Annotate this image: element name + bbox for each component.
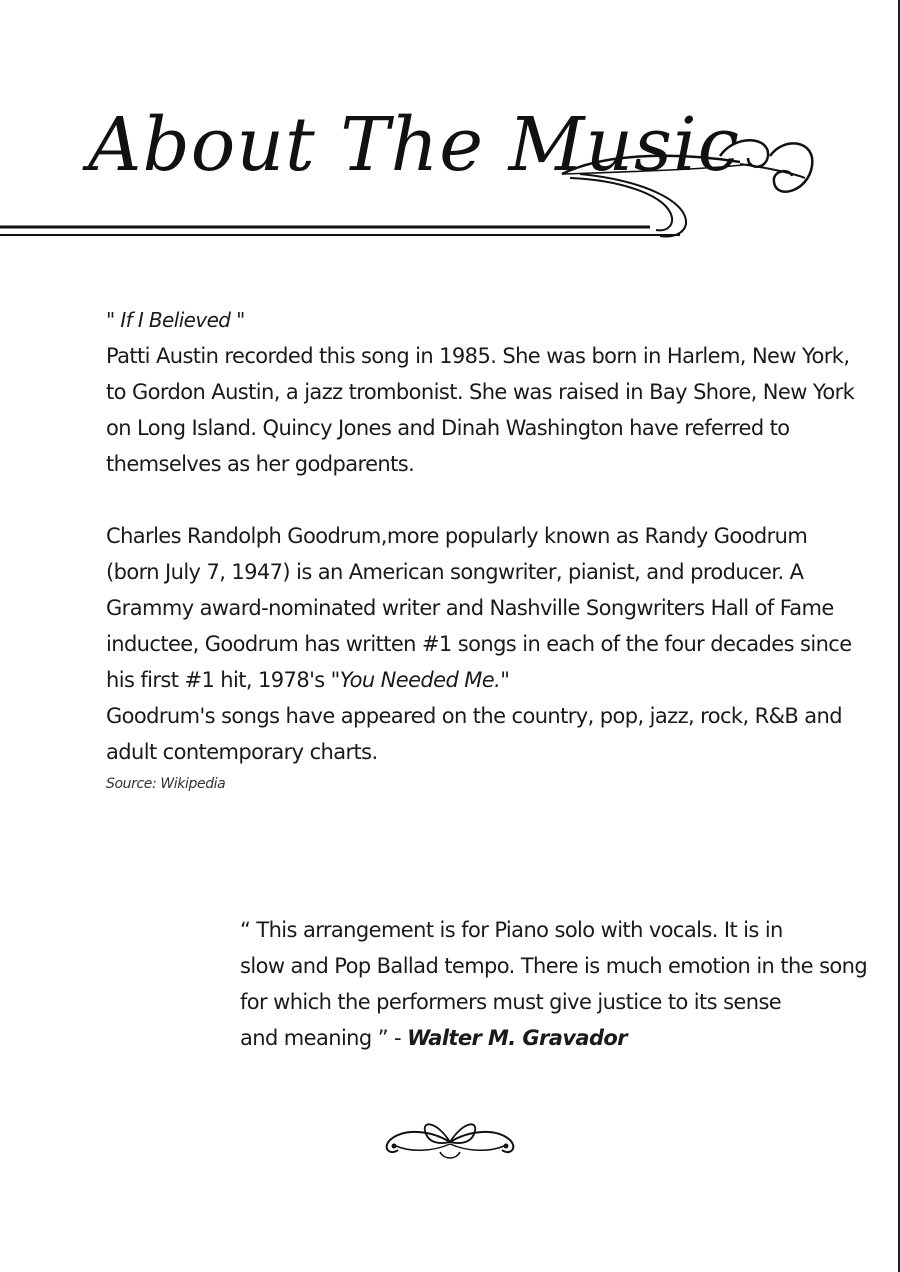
goodrum-bio-text: Charles Randolph Goodrum,more popularly known as Randy Goodrum (born July 7, 1947) is an American songwriter, pianist, and producer. A Grammy award-nominated writer and Nashville Songwriters Hall of Fame inductee, Goodrum has written #1 songs in each of the four decades since his first #1 hit, 1978's: [106, 524, 852, 692]
goodrum-paragraph: [106, 518, 866, 698]
page-title: About The Music: [88, 102, 741, 188]
quote-line-1: “ This arrangement is for Piano solo with vocals. It is in: [240, 918, 783, 942]
quote-line-2: slow and Pop Ballad tempo. There is much emotion in the song: [240, 954, 868, 978]
bottom-flourish-ornament: [380, 1112, 520, 1168]
song-title: " If I Believed ": [106, 308, 245, 332]
quote-author: Walter M. Gravador: [407, 1026, 627, 1050]
paragraph-spacer: [106, 482, 866, 518]
about-section: [106, 302, 866, 798]
patti-austin-paragraph: Patti Austin recorded this song in 1985. She was born in Harlem, New York, to Gordon Austin, a jazz trombonist. She was raised in Bay Shore, New York on Long Island. Quincy Jones and Dinah Washington have referred to themselves as her godparents.: [106, 344, 855, 476]
arranger-quote: [240, 912, 880, 1056]
goodrum-charts-paragraph: Goodrum's songs have appeared on the country, pop, jazz, rock, R&B and adult contemporary charts.: [106, 704, 842, 764]
quote-line-3: for which the performers must give justice to its sense: [240, 990, 782, 1014]
quote-closing: and meaning ” -: [240, 1026, 408, 1050]
hit-song-title: "You Needed Me.": [330, 668, 510, 692]
source-credit: Source: Wikipedia: [106, 776, 226, 792]
quote-line-4: [240, 1020, 880, 1056]
